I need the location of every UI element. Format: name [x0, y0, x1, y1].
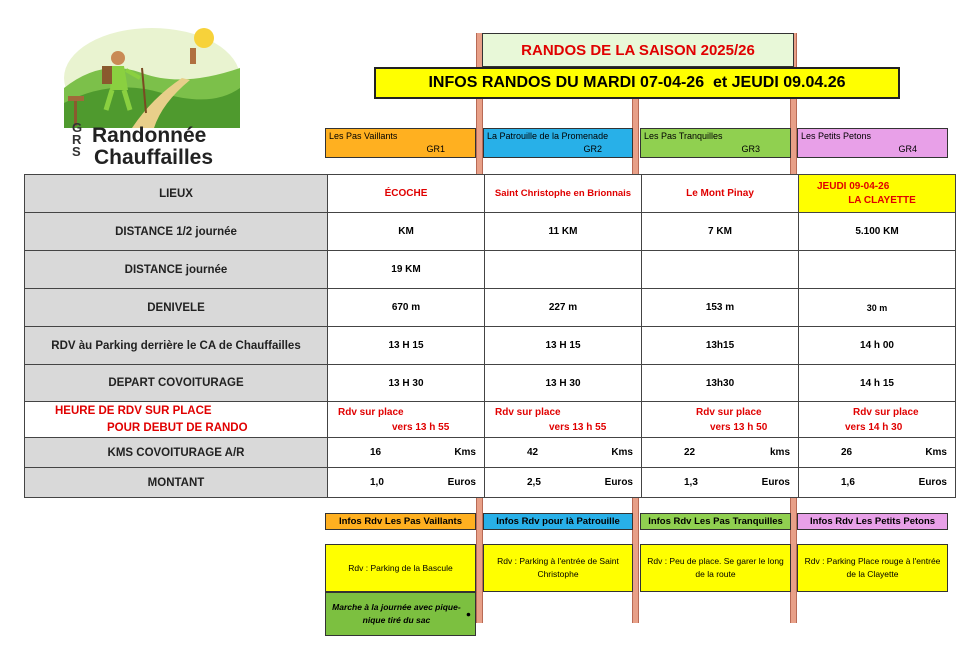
- cell-value: 22: [684, 447, 696, 458]
- table-row: [25, 327, 956, 365]
- info-header-gr4: Infos Rdv Les Petits Petons: [797, 513, 948, 530]
- subtitle: INFOS RANDOS DU MARDI 07-04-26 et JEUDI 09.04.26: [428, 74, 846, 91]
- table-row: [25, 468, 956, 498]
- cell-unit: kms: [769, 447, 790, 458]
- group-code: GR4: [898, 144, 917, 154]
- cell: 13 H 15: [485, 327, 642, 365]
- row-label: RDV àu Parking derrière le CA de Chauffailles: [25, 327, 328, 365]
- rdv-info-gr2: Rdv : Parking à l'entrée de Saint Christophe: [483, 544, 633, 592]
- row-label: DENIVELE: [25, 289, 328, 327]
- cell: [485, 468, 642, 498]
- cell-line: Rdv sur place: [495, 406, 561, 418]
- cell-unit: Euros: [761, 477, 790, 488]
- cell-line: vers 14 h 30: [845, 421, 903, 433]
- table-row: [25, 251, 956, 289]
- cell: Saint Christophe en Brionnais: [485, 175, 642, 213]
- cell-unit: Euros: [447, 477, 476, 488]
- cell: [328, 438, 485, 468]
- backpack-icon: ●: [465, 608, 471, 619]
- cell-unit: Kms: [925, 447, 947, 458]
- group-name: Les Petits Petons: [801, 131, 872, 141]
- cell: 14 h 00: [799, 327, 956, 365]
- row-label-line: HEURE DE RDV SUR PLACE: [55, 405, 212, 417]
- cell: 5.100 KM: [799, 213, 956, 251]
- cell: [642, 402, 799, 438]
- group-code: GR2: [583, 144, 602, 154]
- cell-value: 26: [841, 447, 853, 458]
- cell: Le Mont Pinay: [642, 175, 799, 213]
- cell: [799, 251, 956, 289]
- cell: 11 KM: [485, 213, 642, 251]
- info-header-gr2: Infos Rdv pour là Patrouille: [483, 513, 633, 530]
- cell-line: Rdv sur place: [696, 406, 762, 418]
- row-label: LIEUX: [25, 175, 328, 213]
- cell-line: JEUDI 09-04-26: [817, 181, 890, 192]
- table-row: [25, 438, 956, 468]
- cell-lieux-gr4: [799, 175, 956, 213]
- row-label: MONTANT: [25, 468, 328, 498]
- group-code: GR3: [741, 144, 760, 154]
- picnic-note: [325, 592, 476, 636]
- cell: [642, 468, 799, 498]
- logo-line2: Chauffailles: [94, 146, 214, 169]
- info-header-gr3: Infos Rdv Les Pas Tranquilles: [640, 513, 791, 530]
- cell: [328, 468, 485, 498]
- cell: 19 KM: [328, 251, 485, 289]
- row-label: DISTANCE 1/2 journée: [25, 213, 328, 251]
- row-label-heure: [25, 402, 328, 438]
- season-title-box: [482, 33, 794, 67]
- group-name: Les Pas Tranquilles: [644, 131, 723, 141]
- cell: KM: [328, 213, 485, 251]
- cell: [799, 402, 956, 438]
- cell-line: vers 13 h 55: [549, 421, 607, 433]
- cell-value: 42: [527, 447, 539, 458]
- group-header-gr4: [797, 128, 948, 158]
- group-header-gr3: [640, 128, 791, 158]
- table-row: [25, 402, 956, 438]
- logo-line1: Randonnée: [92, 124, 207, 147]
- table-row: [25, 365, 956, 402]
- rdv-info-gr3: Rdv : Peu de place. Se garer le long de la route: [640, 544, 791, 592]
- cell: 153 m: [642, 289, 799, 327]
- rdv-info-gr4: Rdv : Parking Place rouge à l'entrée de la Clayette: [797, 544, 948, 592]
- table-row: [25, 213, 956, 251]
- cell: ÉCOCHE: [328, 175, 485, 213]
- group-code: GR1: [426, 144, 445, 154]
- cell: 13 H 30: [328, 365, 485, 402]
- cell: [642, 438, 799, 468]
- cell: 30 m: [799, 289, 956, 327]
- randos-table: [24, 174, 956, 498]
- cell: [485, 438, 642, 468]
- cell: [799, 468, 956, 498]
- row-label: DISTANCE journée: [25, 251, 328, 289]
- table-row: [25, 289, 956, 327]
- group-name: Les Pas Vaillants: [329, 131, 398, 141]
- cell-line: Rdv sur place: [338, 406, 404, 418]
- cell-unit: Euros: [604, 477, 633, 488]
- cell-line: Rdv sur place: [853, 406, 919, 418]
- info-header-gr1: Infos Rdv Les Pas Vaillants: [325, 513, 476, 530]
- cell-unit: Kms: [611, 447, 633, 458]
- cell: [642, 251, 799, 289]
- row-label-line: POUR DEBUT DE RANDO: [107, 422, 248, 434]
- hiker-landscape-illustration: [62, 18, 242, 128]
- cell-line: vers 13 h 50: [710, 421, 768, 433]
- cell: [485, 402, 642, 438]
- cell: 13h30: [642, 365, 799, 402]
- cell: 13 H 30: [485, 365, 642, 402]
- cell: 7 KM: [642, 213, 799, 251]
- cell-value: 1,0: [370, 477, 384, 488]
- group-header-gr2: [483, 128, 633, 158]
- cell: [799, 438, 956, 468]
- group-header-gr1: [325, 128, 476, 158]
- cell-value: 2,5: [527, 477, 541, 488]
- cell: 13h15: [642, 327, 799, 365]
- picnic-note-text: Marche à la journée avec pique-nique tiré du sac: [332, 602, 461, 625]
- group-name: La Patrouille de la Promenade: [487, 131, 609, 141]
- cell-line: LA CLAYETTE: [848, 195, 916, 206]
- row-label: KMS COVOITURAGE A/R: [25, 438, 328, 468]
- cell: [485, 251, 642, 289]
- cell: 14 h 15: [799, 365, 956, 402]
- logo-letters: GRS: [72, 120, 83, 159]
- cell: [328, 402, 485, 438]
- cell-value: 1,6: [841, 477, 855, 488]
- table-row: [25, 175, 956, 213]
- logo: [62, 18, 242, 173]
- season-title: RANDOS DE LA SAISON 2025/26: [521, 41, 755, 59]
- cell: 227 m: [485, 289, 642, 327]
- cell: 670 m: [328, 289, 485, 327]
- subtitle-box: [374, 67, 900, 99]
- cell-line: vers 13 h 55: [392, 421, 450, 433]
- rdv-info-gr1: Rdv : Parking de la Bascule: [325, 544, 476, 592]
- cell-unit: Kms: [454, 447, 476, 458]
- cell: 13 H 15: [328, 327, 485, 365]
- cell-value: 16: [370, 447, 382, 458]
- cell-unit: Euros: [918, 477, 947, 488]
- row-label: DEPART COVOITURAGE: [25, 365, 328, 402]
- cell-value: 1,3: [684, 477, 698, 488]
